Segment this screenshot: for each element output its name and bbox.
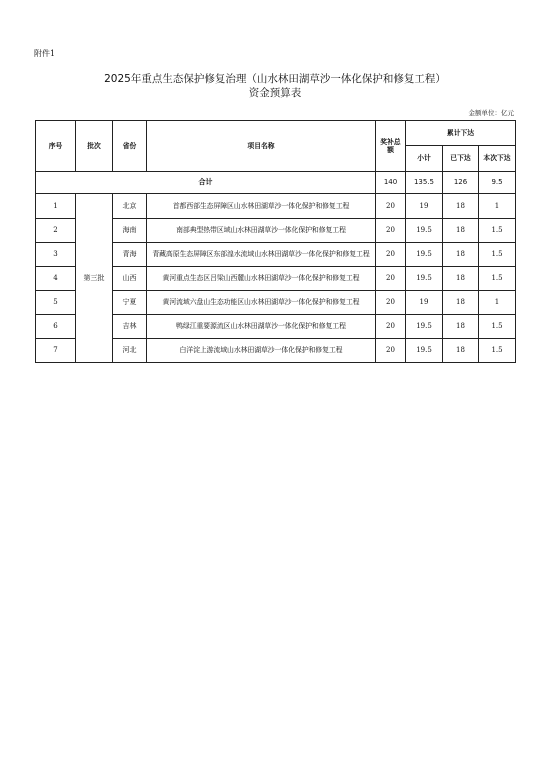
row-current: 1.5 <box>479 219 516 243</box>
row-seq: 1 <box>36 194 76 219</box>
attachment-label: 附件1 <box>34 49 56 58</box>
row-current: 1.5 <box>479 267 516 291</box>
row-project: 鸭绿江重要源流区山水林田湖草沙一体化保护和修复工程 <box>147 315 376 339</box>
header-subtotal: 小计 <box>406 146 443 172</box>
row-seq: 4 <box>36 267 76 291</box>
row-seq: 5 <box>36 291 76 315</box>
header-subsidy-total: 奖补总额 <box>376 121 406 172</box>
total-current: 9.5 <box>479 172 516 194</box>
row-issued: 18 <box>443 339 479 363</box>
row-issued: 18 <box>443 194 479 219</box>
row-subtotal: 19 <box>406 194 443 219</box>
table-row <box>36 194 516 219</box>
row-subsidy: 20 <box>376 339 406 363</box>
row-subtotal: 19.5 <box>406 219 443 243</box>
row-issued: 18 <box>443 243 479 267</box>
row-province: 山西 <box>113 267 147 291</box>
batch-cell: 第三批 <box>76 194 113 363</box>
row-subsidy: 20 <box>376 243 406 267</box>
row-subtotal: 19.5 <box>406 339 443 363</box>
row-province: 宁夏 <box>113 291 147 315</box>
row-subtotal: 19 <box>406 291 443 315</box>
total-issued: 126 <box>443 172 479 194</box>
row-project: 黄河流域六盘山生态功能区山水林田湖草沙一体化保护和修复工程 <box>147 291 376 315</box>
header-current: 本次下达 <box>479 146 516 172</box>
total-label: 合计 <box>36 172 376 194</box>
row-province: 河北 <box>113 339 147 363</box>
row-current: 1.5 <box>479 339 516 363</box>
row-seq: 3 <box>36 243 76 267</box>
document-subtitle: 资金预算表 <box>248 87 302 99</box>
row-issued: 18 <box>443 291 479 315</box>
row-project: 白洋淀上游流域山水林田湖草沙一体化保护和修复工程 <box>147 339 376 363</box>
document-title: 2025年重点生态保护修复治理（山水林田湖草沙一体化保护和修复工程） <box>104 73 446 85</box>
row-subtotal: 19.5 <box>406 315 443 339</box>
row-project: 青藏高原生态屏障区东部湟水流域山水林田湖草沙一体化保护和修复工程 <box>147 243 376 267</box>
row-province: 北京 <box>113 194 147 219</box>
header-project: 项目名称 <box>147 121 376 172</box>
unit-note: 金额单位：亿元 <box>468 109 514 117</box>
header-issued: 已下达 <box>443 146 479 172</box>
row-project: 黄河重点生态区吕梁山西麓山水林田湖草沙一体化保护和修复工程 <box>147 267 376 291</box>
row-subtotal: 19.5 <box>406 267 443 291</box>
row-project: 首都西部生态屏障区山水林田湖草沙一体化保护和修复工程 <box>147 194 376 219</box>
row-current: 1 <box>479 291 516 315</box>
row-current: 1.5 <box>479 243 516 267</box>
total-subtotal: 135.5 <box>406 172 443 194</box>
header-row <box>36 121 516 146</box>
header-province: 省份 <box>113 121 147 172</box>
row-current: 1 <box>479 194 516 219</box>
total-subsidy: 140 <box>376 172 406 194</box>
total-row <box>36 172 516 194</box>
row-province: 海南 <box>113 219 147 243</box>
row-project: 南部典型热带区域山水林田湖草沙一体化保护和修复工程 <box>147 219 376 243</box>
row-province: 青海 <box>113 243 147 267</box>
row-subsidy: 20 <box>376 315 406 339</box>
row-subsidy: 20 <box>376 219 406 243</box>
row-issued: 18 <box>443 267 479 291</box>
row-subsidy: 20 <box>376 267 406 291</box>
header-batch: 批次 <box>76 121 113 172</box>
budget-table <box>35 120 516 363</box>
row-seq: 6 <box>36 315 76 339</box>
row-subsidy: 20 <box>376 291 406 315</box>
row-province: 吉林 <box>113 315 147 339</box>
row-issued: 18 <box>443 219 479 243</box>
row-subtotal: 19.5 <box>406 243 443 267</box>
header-seq: 序号 <box>36 121 76 172</box>
header-cumulative: 累计下达 <box>406 121 516 146</box>
row-subsidy: 20 <box>376 194 406 219</box>
row-current: 1.5 <box>479 315 516 339</box>
row-issued: 18 <box>443 315 479 339</box>
row-seq: 7 <box>36 339 76 363</box>
row-seq: 2 <box>36 219 76 243</box>
